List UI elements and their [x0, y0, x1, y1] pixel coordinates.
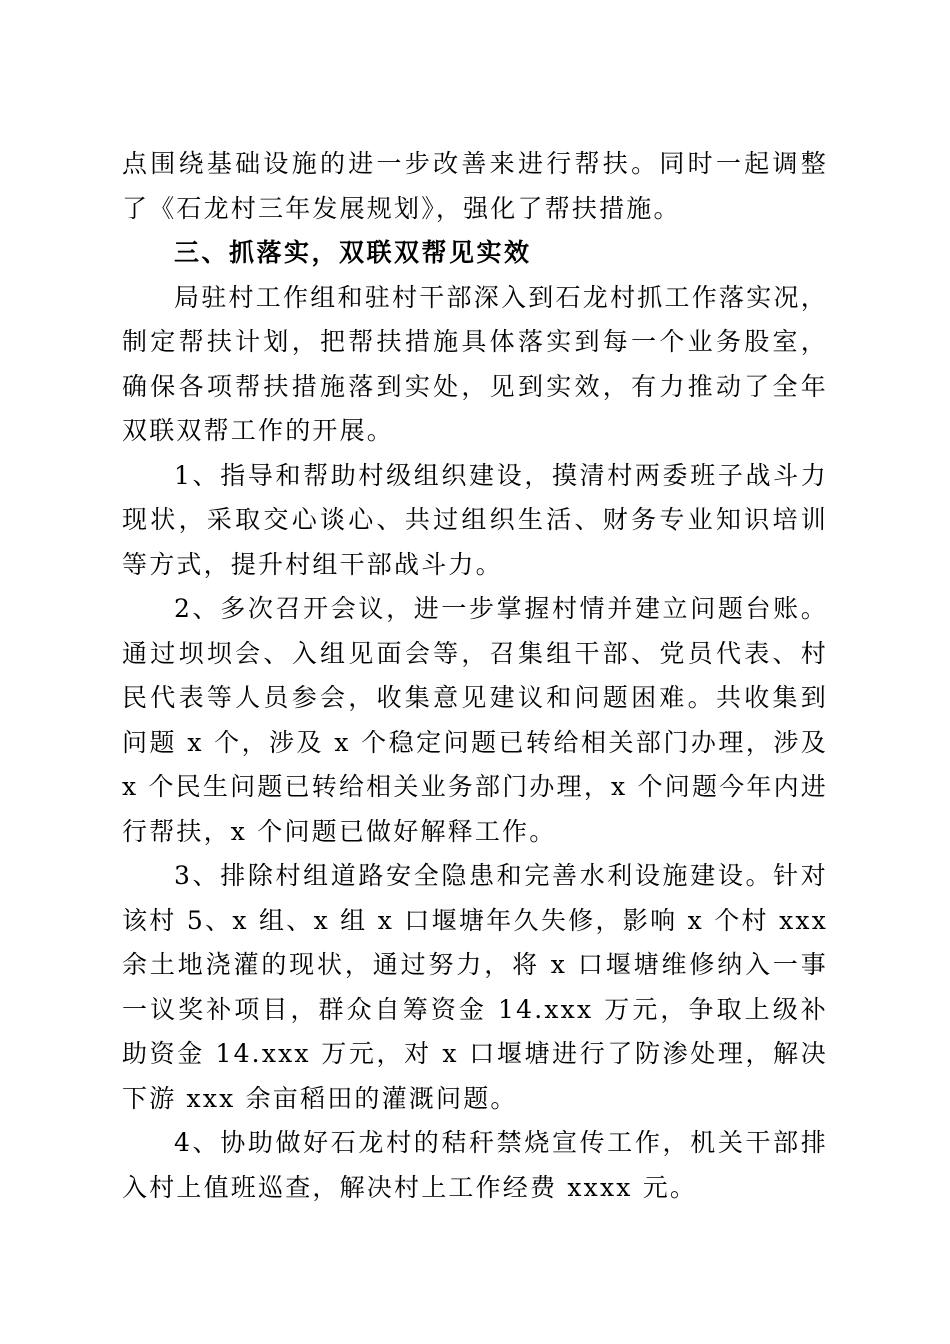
document-body — [122, 142, 828, 1210]
section-heading-3: 三、抓落实，双联双帮见实效 — [174, 238, 532, 267]
paragraph-item-3: 3、排除村组道路安全隐患和完善水利设施建设。针对该村 5、x 组、x 组 x 口堰塘年久失修，影响 x 个村 xxx 余土地浇灌的现状，通过努力，将 x 口堰塘维修纳入一事一议奖补项目，群众自筹资金 14.xxx 万元，争取上级补助资金 14.xxx 万元，对 x 口堰塘进行了防渗处理，解决下游 xxx 余亩稻田的灌溉问题。 — [122, 861, 828, 1113]
paragraph-intro: 局驻村工作组和驻村干部深入到石龙村抓工作落实况，制定帮扶计划，把帮扶措施具体落实到每一个业务股室，确保各项帮扶措施落到实处，见到实效，有力推动了全年双联双帮工作的开展。 — [122, 282, 828, 445]
paragraph-continuation: 点围绕基础设施的进一步改善来进行帮扶。同时一起调整了《石龙村三年发展规划》，强化了帮扶措施。 — [122, 149, 828, 223]
paragraph-item-2: 2、多次召开会议，进一步掌握村情并建立问题台账。通过坝坝会、入组见面会等，召集组干部、党员代表、村民代表等人员参会，收集意见建议和问题困难。共收集到问题 x 个，涉及 x 个稳定问题已转给相关部门办理，涉及 x 个民生问题已转给相关业务部门办理，x 个问题今年内进行帮扶，x 个问题已做好解释工作。 — [122, 594, 828, 846]
paragraph-item-4: 4、协助做好石龙村的秸秆禁烧宣传工作，机关干部排入村上值班巡查，解决村上工作经费 xxxx 元。 — [122, 1128, 828, 1202]
paragraph-item-1: 1、指导和帮助村级组织建设，摸清村两委班子战斗力现状，采取交心谈心、共过组织生活、财务专业知识培训等方式，提升村组干部战斗力。 — [122, 460, 828, 579]
